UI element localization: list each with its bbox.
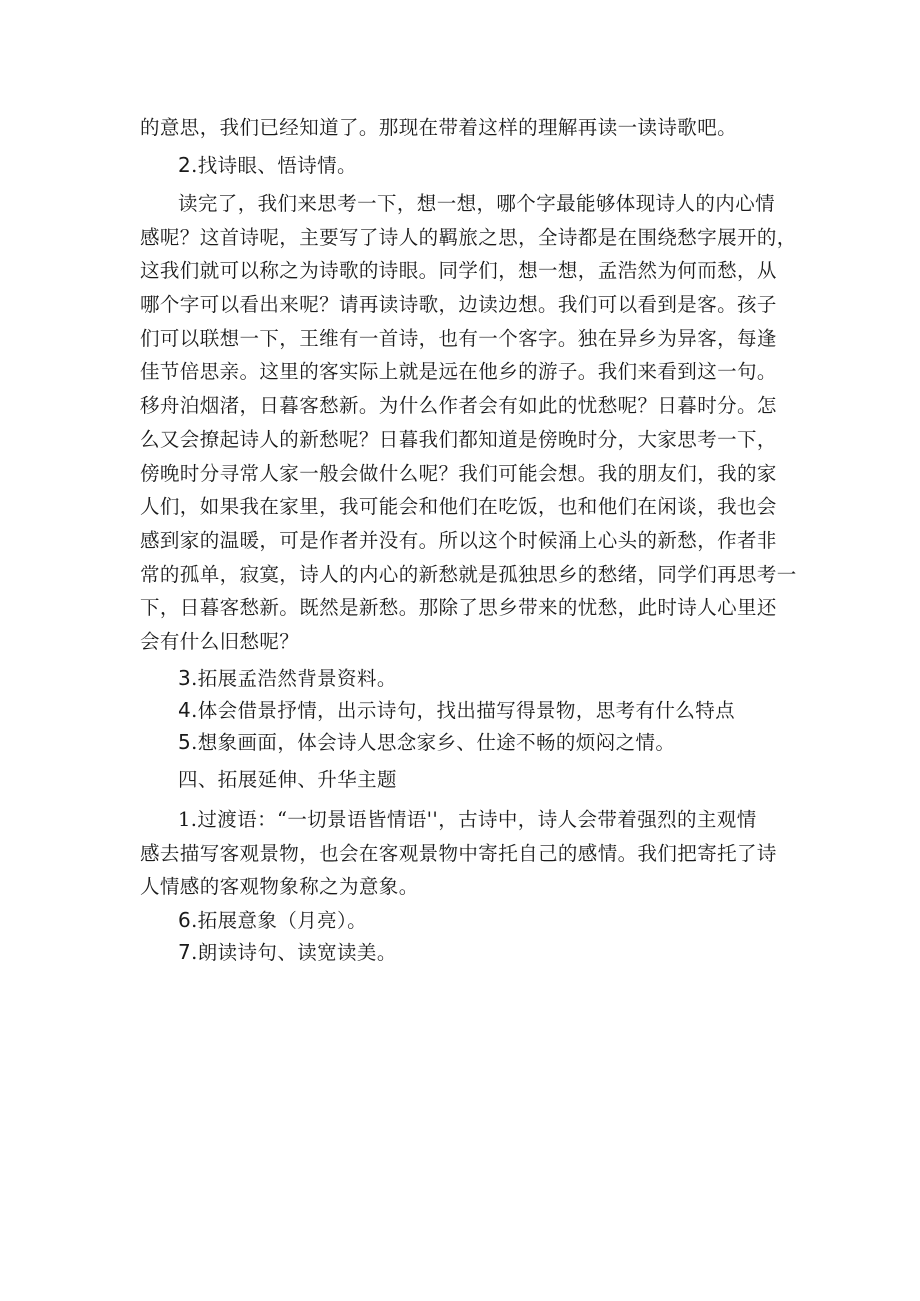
intro-paragraph: 的意思，我们已经知道了。那现在带着这样的理解再读一读诗歌吧。 xyxy=(140,116,738,139)
paragraph-line: 佳节倍思亲。这里的客实际上就是远在他乡的游子。我们来看到这一句。 xyxy=(140,360,777,384)
paragraph-line: 哪个字可以看出来呢？请再读诗歌，边读边想。我们可以看到是客。孩子 xyxy=(140,293,777,317)
paragraph-line: 1.过渡语：“一切景语皆情语''，古诗中，诗人会带着强烈的主观情 xyxy=(178,808,757,831)
paragraph-line: 这我们就可以称之为诗歌的诗眼。同学们，想一想，孟浩然为何而愁，从 xyxy=(140,259,777,283)
paragraph-line: 人们，如果我在家里，我可能会和他们在吃饭，也和他们在闲谈，我也会 xyxy=(140,495,777,519)
paragraph-line: 么又会撩起诗人的新愁呢？日暮我们都知道是傍晚时分，大家思考一下， xyxy=(140,427,777,451)
transition-paragraph xyxy=(140,803,790,904)
paragraph-line: 们可以联想一下，王维有一首诗，也有一个客字。独在异乡为异客，每逢 xyxy=(140,326,777,350)
paragraph-line: 会有什么旧愁呢？ xyxy=(140,629,300,653)
main-paragraph xyxy=(140,187,797,659)
paragraph-line: 常的孤单，寂寞，诗人的内心的新愁就是孤独思乡的愁绪，同学们再思考一 xyxy=(140,562,797,586)
list-item-3: 3.拓展孟浩然背景资料。 xyxy=(178,666,397,690)
paragraph-line: 移舟泊烟渚，日暮客愁新。为什么作者会有如此的忧愁呢？日暮时分。怎 xyxy=(140,394,777,418)
list-item-7: 7.朗读诗句、读宽读美。 xyxy=(178,940,397,964)
paragraph-line: 感去描写客观景物，也会在客观景物中寄托自己的感情。我们把寄托了诗 xyxy=(140,841,777,865)
section-heading: 四、拓展延伸、升华主题 xyxy=(178,768,397,791)
list-item-4: 4.体会借景抒情，出示诗句，找出描写得景物，思考有什么特点 xyxy=(178,698,736,722)
paragraph-line: 下，日暮客愁新。既然是新愁。那除了思乡带来的忧愁，此时诗人心里还 xyxy=(140,596,777,620)
list-item-5: 5.想象画面，体会诗人思念家乡、仕途不畅的烦闷之情。 xyxy=(178,730,676,754)
list-item-6: 6.拓展意象（月亮）。 xyxy=(178,908,368,932)
paragraph-line: 读完了，我们来思考一下，想一想，哪个字最能够体现诗人的内心情 xyxy=(178,192,776,215)
paragraph-line: 人情感的客观物象称之为意象。 xyxy=(140,875,419,899)
paragraph-line: 感呢？这首诗呢，主要写了诗人的羁旅之思，全诗都是在围绕愁字展开的， xyxy=(140,225,797,249)
paragraph-line: 感到家的温暖，可是作者并没有。所以这个时候涌上心头的新愁，作者非 xyxy=(140,528,777,552)
list-item-2: 2.找诗眼、悟诗情。 xyxy=(178,153,357,177)
paragraph-line: 傍晚时分寻常人家一般会做什么呢？我们可能会想。我的朋友们，我的家 xyxy=(140,461,777,485)
